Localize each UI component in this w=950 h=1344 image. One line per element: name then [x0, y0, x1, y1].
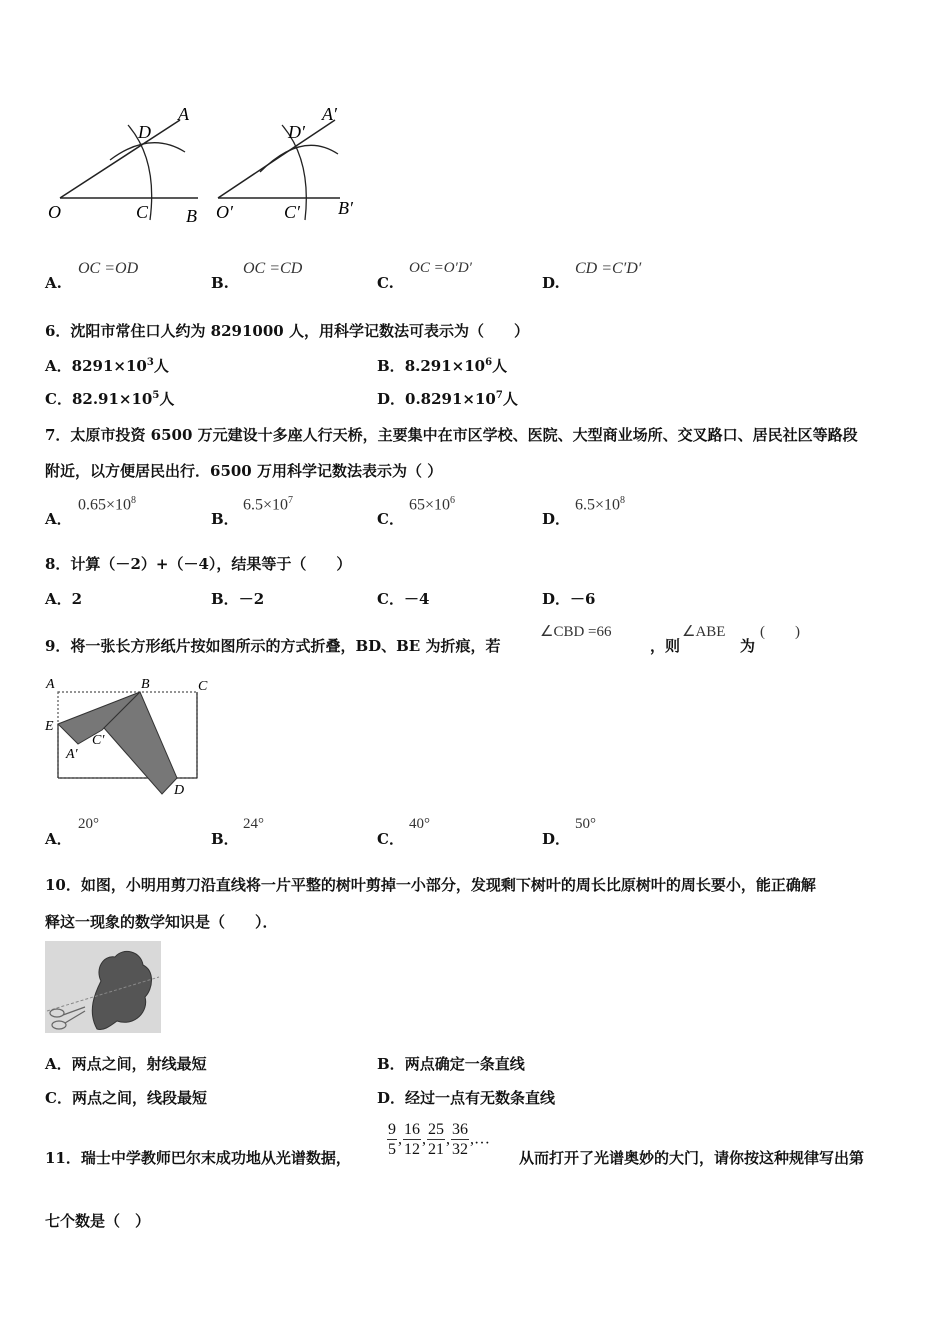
q5-option-d[interactable] — [542, 274, 560, 292]
q9-label-C-prime: C′ — [92, 733, 105, 748]
q9-condition: ∠CBD =66 — [540, 624, 612, 640]
q5-option-c-text: OC =O′D′ — [409, 260, 472, 276]
q10-option-c[interactable]: C．两点之间，线段最短 — [45, 1089, 207, 1107]
q11-fraction: $\frac{16}{12}$ — [404, 1121, 420, 1158]
q9-fold-figure — [40, 672, 220, 802]
q7-option-a[interactable]: A． — [45, 510, 72, 528]
q5-left-label-O: O — [48, 202, 61, 222]
q5-option-d-text: CD =C′D′ — [575, 260, 642, 277]
q5-figure-left — [40, 100, 210, 230]
q10-leaf-image — [45, 941, 161, 1033]
q5-right-label-O: O′ — [216, 202, 233, 222]
q7-option-d-text: $6.5\times 10^8$ — [575, 495, 626, 514]
q5-option-b[interactable] — [211, 274, 229, 292]
q8-option-b[interactable]: B．－2 — [211, 590, 265, 608]
q7-option-c-text: $65\times 10^6$ — [409, 495, 456, 514]
q9-paren: ( ) — [760, 624, 800, 640]
q5-option-a-text: OC =OD — [78, 260, 139, 277]
q11-stem-b: 从而打开了光谱奥妙的大门，请你按这种规律写出第 — [519, 1149, 865, 1167]
q8-option-a[interactable]: A．2 — [45, 590, 83, 608]
q9-option-b-text: 24° — [243, 816, 264, 832]
q5-left-label-D: D — [138, 122, 151, 142]
q11-fraction: $\frac{36}{32}$ — [452, 1121, 468, 1158]
q9-label-A-prime: A′ — [66, 747, 78, 762]
option-label: C. — [377, 274, 394, 292]
q9-stem-b: ，则 — [650, 637, 681, 655]
q6-option-d[interactable]: D．$0.8291\times 10^7$人 — [377, 390, 518, 408]
q9-label-E: E — [45, 719, 54, 734]
q10-option-a[interactable]: A．两点之间，射线最短 — [45, 1055, 207, 1073]
q5-left-label-C: C — [136, 202, 149, 222]
option-label: B. — [211, 274, 229, 292]
q11-fraction: $\frac{9}{5}$ — [388, 1121, 396, 1158]
q9-stem-c: 为 — [740, 637, 756, 655]
q7-option-d[interactable]: D． — [542, 510, 571, 528]
q11-sequence: $\frac{9}{5}$ , $\frac{16}{12}$ , $\frac{25}{21}$ , $\frac{36}{32}$ ,… — [388, 1121, 490, 1158]
q5-left-label-B: B — [186, 206, 197, 226]
q8-stem: 8．计算（－2）+（－4），结果等于（ ） — [45, 555, 352, 573]
q7-stem-line1: 7．太原市投资 6500 万元建设十多座人行天桥，主要集中在市区学校、医院、大型商业场所、交叉路口、居民社区等路段 — [45, 426, 858, 444]
q5-right-label-D: D′ — [288, 122, 305, 142]
q6-option-a[interactable]: A．$8291\times 10^3$人 — [45, 357, 169, 375]
q5-right-label-C: C′ — [284, 202, 300, 222]
q7-stem-line2: 附近，以方便居民出行．6500 万用科学记数法表示为（ ） — [45, 462, 443, 480]
q5-figure-right — [210, 100, 370, 230]
q8-option-c[interactable]: C．－4 — [377, 590, 430, 608]
q11-ellipsis: … — [474, 1130, 490, 1148]
q10-option-d[interactable]: D．经过一点有无数条直线 — [377, 1089, 556, 1107]
q9-option-c[interactable]: C． — [377, 830, 404, 848]
q5-option-a[interactable] — [45, 274, 62, 292]
q5-left-label-A: A — [178, 104, 189, 124]
q7-option-b[interactable]: B． — [211, 510, 239, 528]
q7-option-c[interactable]: C． — [377, 510, 404, 528]
q9-stem-a: 9．将一张长方形纸片按如图所示的方式折叠，BD、BE 为折痕，若 — [45, 637, 501, 655]
q9-option-a-text: 20° — [78, 816, 99, 832]
q5-right-label-B: B′ — [338, 198, 353, 218]
q9-label-D: D — [174, 783, 185, 798]
q6-stem: 6．沈阳市常住口人约为 8291000 人，用科学记数法可表示为（ ） — [45, 322, 529, 340]
q11-stem-line2: 七个数是（ ） — [45, 1212, 151, 1230]
q9-label-C: C — [198, 679, 208, 694]
q7-option-b-text: $6.5\times 10^7$ — [243, 495, 294, 514]
q9-target: ∠ABE — [682, 624, 726, 640]
option-label: D. — [542, 274, 560, 292]
q9-option-b[interactable]: B． — [211, 830, 239, 848]
q5-right-label-A: A′ — [322, 104, 337, 124]
q9-option-d-text: 50° — [575, 816, 596, 832]
q9-option-d[interactable]: D． — [542, 830, 571, 848]
q11-stem-a: 11．瑞士中学教师巴尔末成功地从光谱数据， — [45, 1149, 351, 1167]
q7-option-a-text: $0.65\times 10^8$ — [78, 495, 137, 514]
q5-option-b-text: OC =CD — [243, 260, 303, 277]
q9-option-a[interactable]: A． — [45, 830, 72, 848]
option-label: A. — [45, 274, 62, 292]
q9-label-A: A — [46, 677, 55, 692]
q8-option-d[interactable]: D．－6 — [542, 590, 596, 608]
q6-option-b[interactable]: B．$8.291\times 10^6$人 — [377, 357, 508, 375]
q5-option-c[interactable] — [377, 274, 394, 292]
q10-stem-line1: 10．如图，小明用剪刀沿直线将一片平整的树叶剪掉一小部分，发现剩下树叶的周长比原树叶的周长要小，能正确解 — [45, 876, 816, 894]
q10-stem-line2: 释这一现象的数学知识是（ ）． — [45, 913, 278, 931]
q9-label-B: B — [141, 677, 150, 692]
q6-option-c[interactable]: C．$82.91\times 10^5$人 — [45, 390, 175, 408]
q9-option-c-text: 40° — [409, 816, 430, 832]
q11-fraction: $\frac{25}{21}$ — [428, 1121, 444, 1158]
q10-option-b[interactable]: B．两点确定一条直线 — [377, 1055, 525, 1073]
